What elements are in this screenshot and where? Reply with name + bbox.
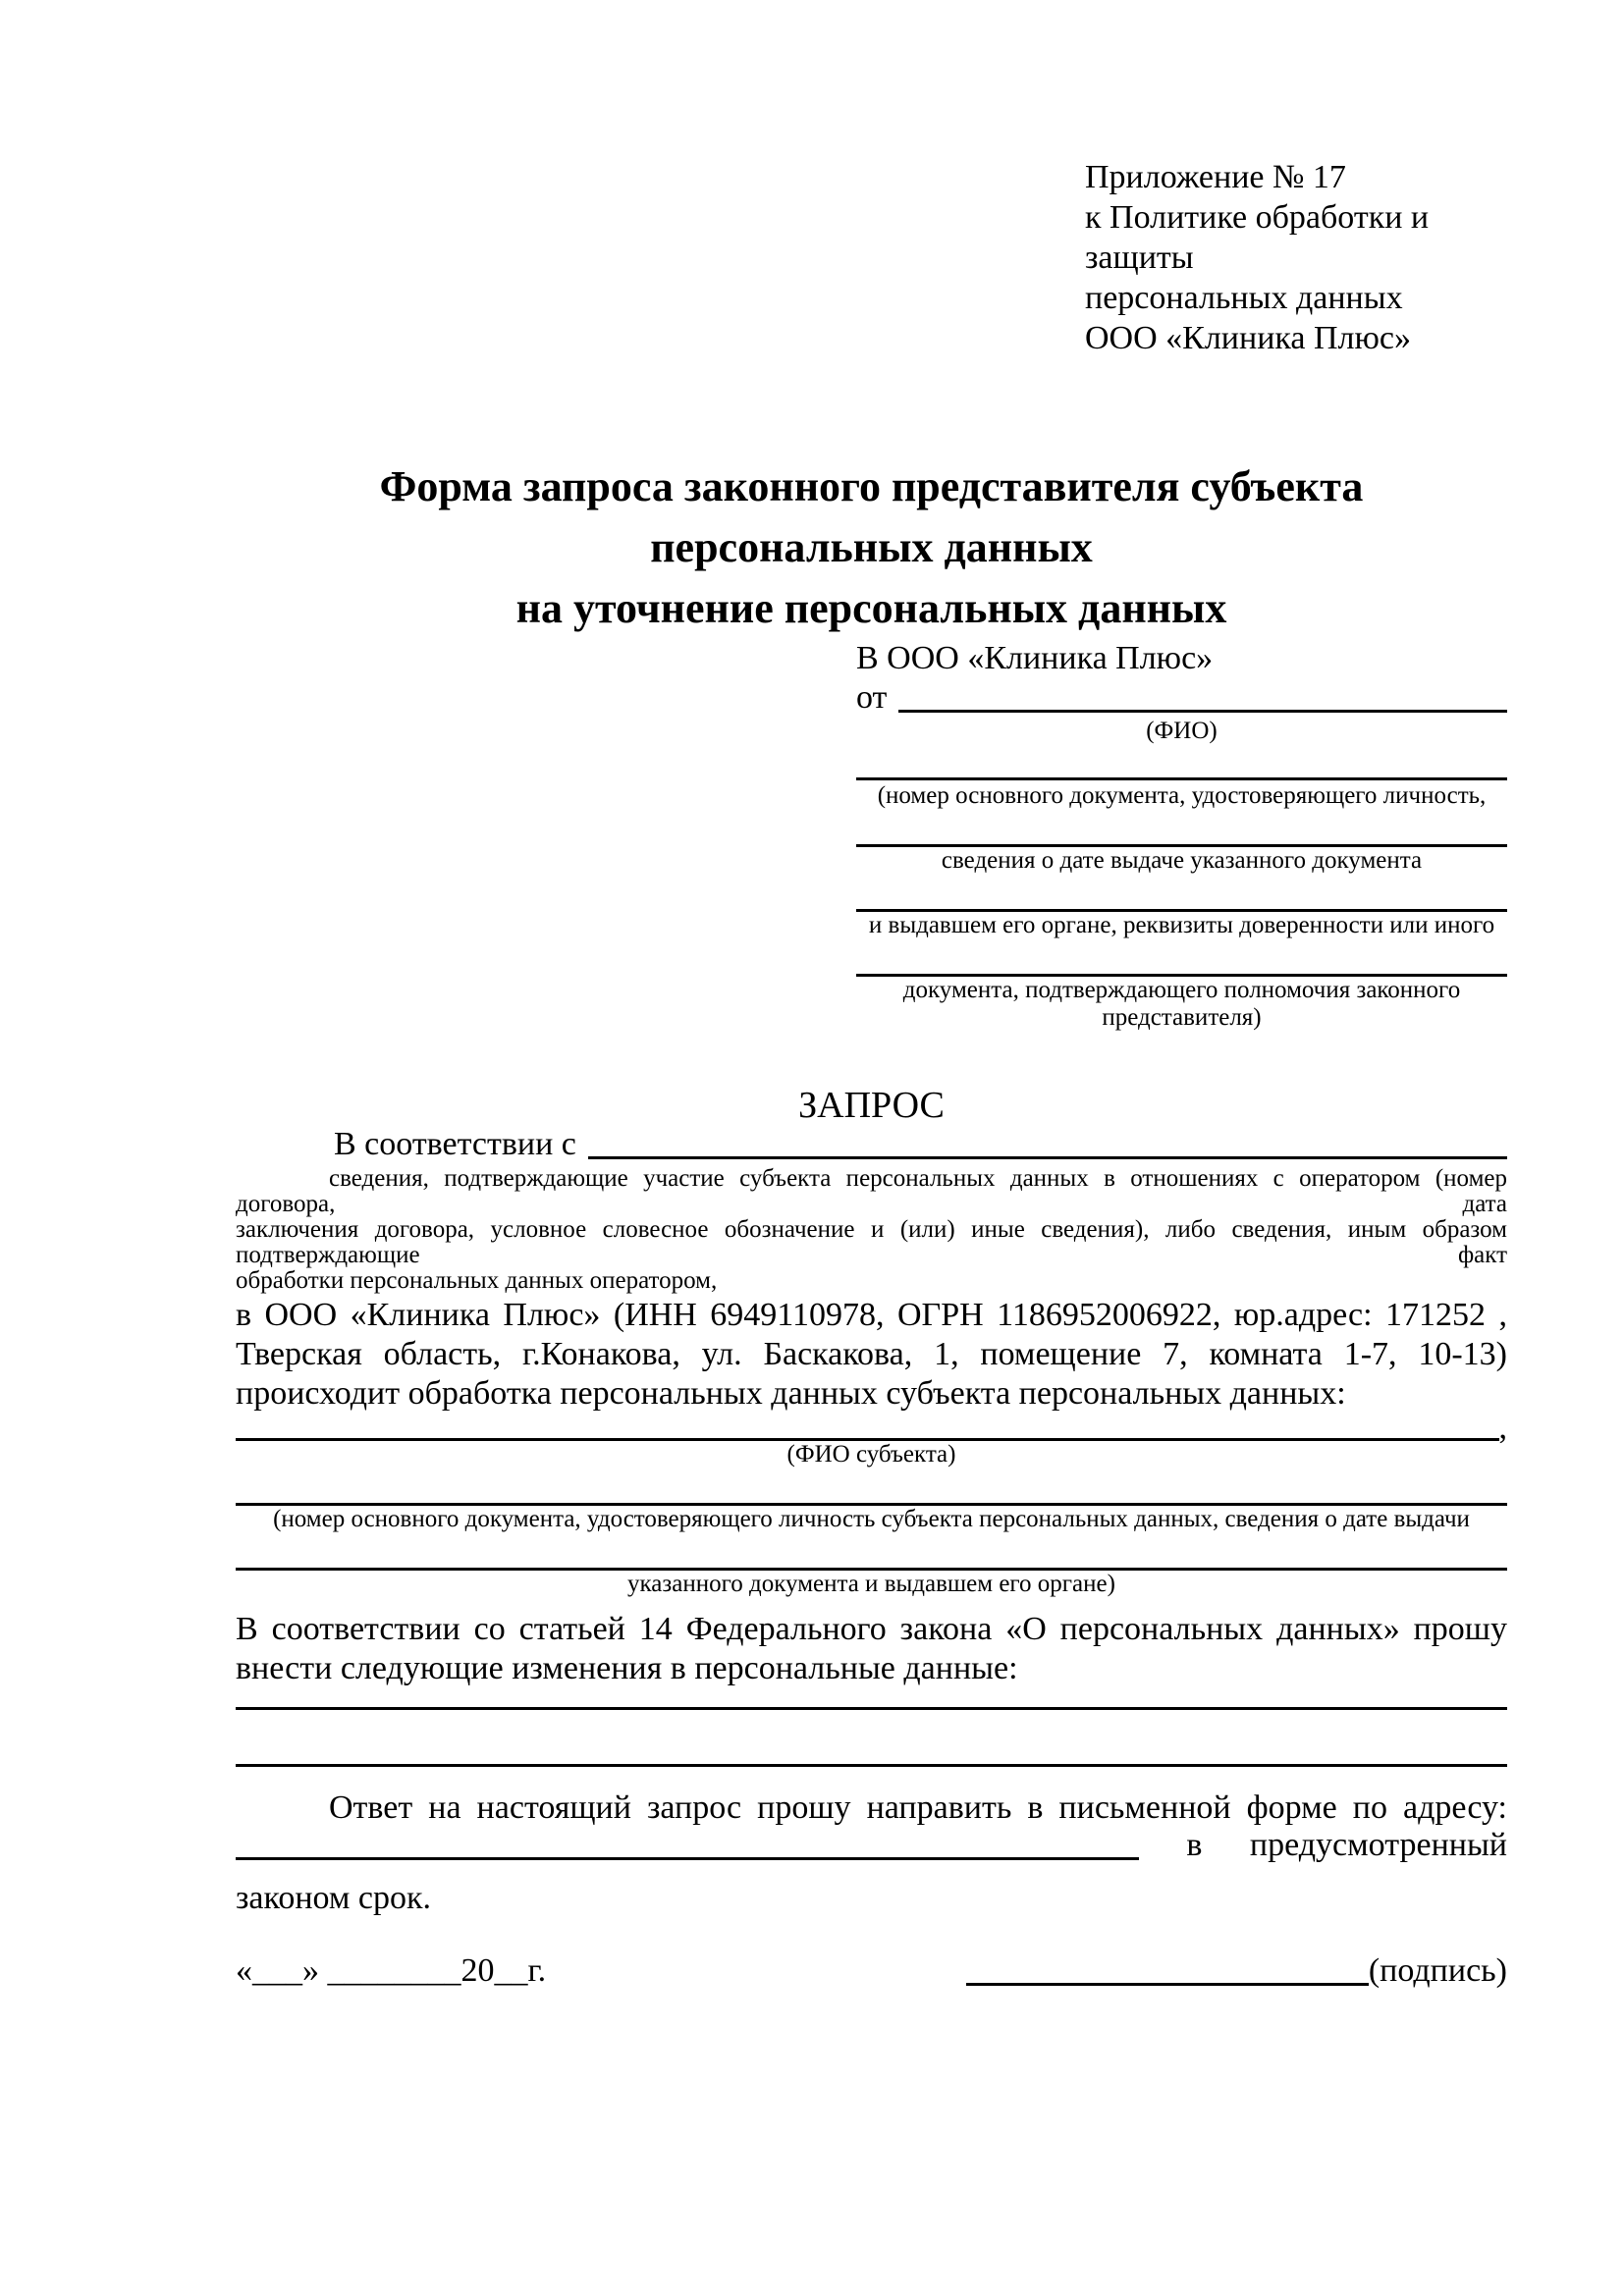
signature-blank-line bbox=[966, 1982, 1369, 1986]
operator-line2: Тверская область, г.Конакова, ул. Баскакова, 1, помещение 7, комната 1-7, 10-13) bbox=[236, 1336, 1507, 1372]
issue-date-blank-line bbox=[856, 828, 1507, 847]
date-line: «___» ________20__г. bbox=[236, 1952, 547, 1989]
doc-number-blank-line bbox=[856, 761, 1507, 780]
subject-doc-caption1: (номер основного документа, удостоверяющего личность субъекта персональных данных, сведения о дате выдачи bbox=[273, 1506, 1470, 1532]
subject-doc-blank-line1 bbox=[236, 1482, 1507, 1506]
intro-label: В соответствии с bbox=[334, 1126, 576, 1162]
answer-address-row bbox=[236, 1828, 1507, 1865]
addressee-to: В ООО «Клиника Плюс» bbox=[856, 640, 1214, 676]
footnote-line3: обработки персональных данных оператором, bbox=[236, 1267, 718, 1294]
answer-address-blank-line bbox=[236, 1857, 1139, 1860]
answer-tail: законом срок. bbox=[236, 1880, 431, 1916]
appendix-company: ООО «Клиника Плюс» bbox=[1085, 320, 1411, 356]
article14-line2: внести следующие изменения в персональные данные: bbox=[236, 1650, 1018, 1686]
issue-date-caption: сведения о дате выдаче указанного документа bbox=[941, 847, 1423, 874]
footnote-line2: заключения договора, условное словесное обозначение и (или) иные сведения), либо сведения, иным образом подтверждающие факт bbox=[236, 1216, 1507, 1268]
subject-fio-row bbox=[236, 1410, 1507, 1446]
footnote-line1: сведения, подтверждающие участие субъекта персональных данных в отношениях с оператором (номер договора, дата bbox=[236, 1165, 1507, 1217]
answer-word-v: в bbox=[1186, 1827, 1203, 1863]
article14-paragraph bbox=[236, 1610, 1507, 1688]
subject-doc-blank-line2 bbox=[236, 1547, 1507, 1571]
appendix-policy-line: к Политике обработки и защиты bbox=[1085, 199, 1430, 276]
request-heading: ЗАПРОС bbox=[798, 1085, 945, 1126]
operator-line1: в ООО «Клиника Плюс» (ИНН 6949110978, ОГРН 1186952006922, юр.адрес: 171252 , bbox=[236, 1297, 1507, 1333]
subject-fio-comma: , bbox=[1498, 1410, 1507, 1446]
document-title bbox=[236, 456, 1507, 639]
power-of-attorney-caption: документа, подтверждающего полномочия законного представителя) bbox=[902, 977, 1461, 1031]
changes-blank-line2 bbox=[236, 1710, 1507, 1767]
issuing-authority-caption: и выдавшем его органе, реквизиты доверенности или иного bbox=[868, 912, 1495, 938]
subject-doc-caption2: указанного документа и выдавшем его органе) bbox=[627, 1571, 1115, 1597]
doc-number-caption: (номер основного документа, удостоверяющего личность, bbox=[877, 782, 1487, 809]
addressee-block bbox=[856, 639, 1507, 1032]
operator-line3: происходит обработка персональных данных субъекта персональных данных: bbox=[236, 1375, 1346, 1412]
from-blank-line bbox=[898, 710, 1507, 713]
addressee-from-row bbox=[856, 678, 1507, 718]
intro-blank-line bbox=[588, 1156, 1507, 1159]
subject-fio-caption: (ФИО субъекта) bbox=[786, 1441, 956, 1468]
power-of-attorney-blank-line bbox=[856, 957, 1507, 977]
appendix-header bbox=[1085, 157, 1507, 358]
answer-word-predusmotrenny: предусмотренный bbox=[1249, 1827, 1507, 1863]
answer-line: Ответ на настоящий запрос прошу направить в письменной форме по адресу: bbox=[329, 1789, 1507, 1826]
document-title-line1: Форма запроса законного представителя субъекта персональных данных bbox=[379, 462, 1364, 571]
appendix-number: Приложение № 17 bbox=[1085, 159, 1346, 195]
footnote-block bbox=[236, 1166, 1507, 1294]
signature-caption: (подпись) bbox=[1368, 1952, 1507, 1989]
changes-blank-line1 bbox=[236, 1688, 1507, 1710]
request-intro-row bbox=[236, 1125, 1507, 1164]
date-signature-row bbox=[236, 1948, 1507, 1991]
document-content bbox=[0, 157, 1624, 1991]
operator-paragraph bbox=[236, 1296, 1507, 1414]
issuing-authority-blank-line bbox=[856, 892, 1507, 912]
article14-line1: В соответствии со статьей 14 Федерального закона «О персональных данных» прошу bbox=[236, 1611, 1507, 1647]
fio-caption: (ФИО) bbox=[1146, 718, 1218, 744]
document-title-line2: на уточнение персональных данных bbox=[515, 584, 1227, 632]
from-label: от bbox=[856, 679, 888, 716]
appendix-policy-line2: персональных данных bbox=[1085, 280, 1403, 316]
